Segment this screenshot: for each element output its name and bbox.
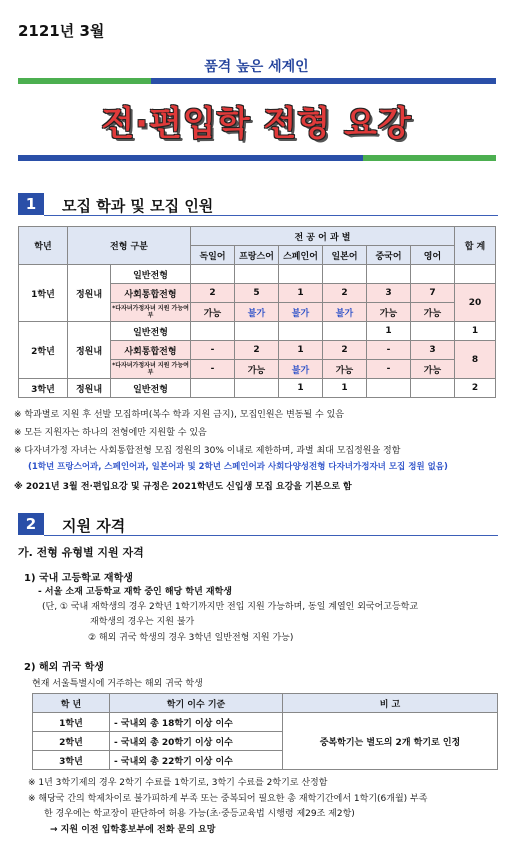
th-total: 합 계 <box>455 227 496 265</box>
cell-grade: 2학년 <box>33 732 110 751</box>
th-grade: 학년 <box>19 227 68 265</box>
cell-value <box>235 322 279 341</box>
cell-grade: 1학년 <box>19 265 68 322</box>
cell-value <box>235 265 279 284</box>
note: ※ 1년 3학기제의 경우 2학기 수료를 1학기로, 3학기 수료를 2학기로 산정함 <box>28 778 328 788</box>
cell-type: 일반전형 <box>111 265 191 284</box>
top-bar-green <box>18 78 151 84</box>
cell-value: 불가 <box>279 360 323 379</box>
cell-value: 2 <box>323 341 367 360</box>
top-bar-blue <box>151 78 496 84</box>
cell-value <box>367 265 411 284</box>
cell-value: 불가 <box>323 303 367 322</box>
note: ※ 해당국 간의 학제차이로 불가피하게 부족 또는 중복되어 필요한 총 재학기간에서 1학기(6개월) 부족 <box>28 794 428 804</box>
cell-type: 사회통합전형 <box>111 284 191 303</box>
cell-value: 가능 <box>411 303 455 322</box>
cell-value <box>279 265 323 284</box>
cell-quota: 정원내 <box>68 322 111 379</box>
th-dept: 전 공 어 과 별 <box>191 227 455 246</box>
cell-value: 1 <box>323 379 367 398</box>
section-2-title: 지원 자격 <box>62 517 126 535</box>
item-2-line: 현재 서울특별시에 거주하는 해외 귀국 학생 <box>32 679 203 689</box>
cell-grade: 2학년 <box>19 322 68 379</box>
cell-value: 1 <box>367 322 411 341</box>
th-lang: 프랑스어 <box>235 246 279 265</box>
cell-value <box>235 379 279 398</box>
th-remark: 비 고 <box>283 694 498 713</box>
th-lang: 독일어 <box>191 246 235 265</box>
cell-total <box>455 265 496 284</box>
page-title: 전·편입학 전형 요강 <box>101 104 412 144</box>
item-1-line: 재학생의 경우는 지원 불가 <box>90 617 195 627</box>
th-lang: 스페인어 <box>279 246 323 265</box>
cell-value: - <box>191 360 235 379</box>
cell-value <box>411 379 455 398</box>
item-1-line: ② 해외 귀국 학생의 경우 3학년 일반전형 지원 가능) <box>88 633 294 643</box>
cell-type: 일반전형 <box>111 379 191 398</box>
note: ※ 다자녀가정 자녀는 사회통합전형 모집 정원의 30% 이내로 제한하며, 과별 최대 모집정원을 정함 <box>14 446 401 456</box>
cell-value <box>279 322 323 341</box>
th-lang: 영어 <box>411 246 455 265</box>
cell-value: 불가 <box>279 303 323 322</box>
cell-value: 3 <box>411 341 455 360</box>
cell-value: 3 <box>367 284 411 303</box>
cell-value <box>367 379 411 398</box>
th-lang: 중국어 <box>367 246 411 265</box>
note: 한 경우에는 학교장이 판단하여 허용 가능(초·중등교육법 시행령 제29조 제2항) <box>44 809 355 819</box>
cell-value: 불가 <box>235 303 279 322</box>
bottom-bar-blue <box>18 155 363 161</box>
bottom-bar-green <box>363 155 496 161</box>
item-1-heading: 1) 국내 고등학교 재학생 <box>24 573 133 584</box>
cell-value <box>323 265 367 284</box>
cell-value: 가능 <box>367 303 411 322</box>
cell-type: 사회통합전형 <box>111 341 191 360</box>
date: 2121년 3월 <box>18 22 105 40</box>
slogan: 품격 높은 세계인 <box>204 59 309 75</box>
cell-value: 가능 <box>235 360 279 379</box>
cell-quota: 정원내 <box>68 379 111 398</box>
cell-value: - <box>191 341 235 360</box>
cell-grade: 3학년 <box>19 379 68 398</box>
section-1-number: 1 <box>18 193 44 215</box>
item-1-line: (단, ① 국내 재학생의 경우 2학년 1학기까지만 전입 지원 가능하며, 동일 계열인 외국어고등학교 <box>42 602 419 612</box>
section-2-number: 2 <box>18 513 44 535</box>
cell-criteria: - 국내외 총 22학기 이상 이수 <box>110 751 283 770</box>
cell-criteria: - 국내외 총 20학기 이상 이수 <box>110 732 283 751</box>
cell-value <box>411 265 455 284</box>
item-2-heading: 2) 해외 귀국 학생 <box>24 662 104 673</box>
cell-grade: 3학년 <box>33 751 110 770</box>
item-1-line: - 서울 소재 고등학교 재학 중인 해당 학년 재학생 <box>38 587 232 597</box>
cell-value: 1 <box>279 379 323 398</box>
note: ※ 학과별로 지원 후 선발 모집하며(복수 학과 지원 금지), 모집인원은 변동될 수 있음 <box>14 410 344 420</box>
cell-criteria: - 국내외 총 18학기 이상 이수 <box>110 713 283 732</box>
note: ※ 2021년 3월 전·편입요강 및 규정은 2021학년도 신입생 모집 요강을 기본으로 함 <box>14 482 352 492</box>
returnee-table <box>32 693 498 770</box>
section-2-line <box>44 535 498 536</box>
cell-value: 2 <box>235 341 279 360</box>
cell-total: 8 <box>455 341 496 379</box>
cell-value <box>191 265 235 284</box>
cell-value: 가능 <box>411 360 455 379</box>
cell-type: *다자녀가정자녀 지원 가능여부 <box>111 360 191 379</box>
cell-value: 5 <box>235 284 279 303</box>
recruitment-table <box>18 226 496 398</box>
cell-total: 2 <box>455 379 496 398</box>
cell-type: 일반전형 <box>111 322 191 341</box>
cell-type: *다자녀가정자녀 지원 가능여부 <box>111 303 191 322</box>
cell-value <box>191 322 235 341</box>
section-2-subtitle: 가. 전형 유형별 지원 자격 <box>18 546 144 559</box>
cell-total: 20 <box>455 284 496 322</box>
cell-value: - <box>367 341 411 360</box>
note: → 지원 이전 입학홍보부에 전화 문의 요망 <box>50 825 216 835</box>
note: (1학년 프랑스어과, 스페인어과, 일본어과 및 2학년 스페인어과 사회다양성전형 다자녀가정자녀 모집 정원 없음) <box>28 462 448 472</box>
section-1-line <box>44 215 498 216</box>
cell-value <box>191 379 235 398</box>
cell-total: 1 <box>455 322 496 341</box>
cell-value: - <box>367 360 411 379</box>
cell-quota: 정원내 <box>68 265 111 322</box>
cell-value <box>323 322 367 341</box>
cell-value: 가능 <box>323 360 367 379</box>
cell-value: 7 <box>411 284 455 303</box>
cell-value: 2 <box>323 284 367 303</box>
th-criteria: 학기 이수 기준 <box>110 694 283 713</box>
cell-remark: 중복학기는 별도의 2개 학기로 인정 <box>283 713 498 770</box>
note: ※ 모든 지원자는 하나의 전형에만 지원할 수 있음 <box>14 428 207 438</box>
cell-value: 1 <box>279 284 323 303</box>
th-lang: 일본어 <box>323 246 367 265</box>
cell-value: 2 <box>191 284 235 303</box>
cell-value: 가능 <box>191 303 235 322</box>
th-grade: 학 년 <box>33 694 110 713</box>
cell-value <box>411 322 455 341</box>
cell-grade: 1학년 <box>33 713 110 732</box>
th-type: 전형 구분 <box>68 227 191 265</box>
cell-value: 1 <box>279 341 323 360</box>
section-1-title: 모집 학과 및 모집 인원 <box>62 197 214 215</box>
